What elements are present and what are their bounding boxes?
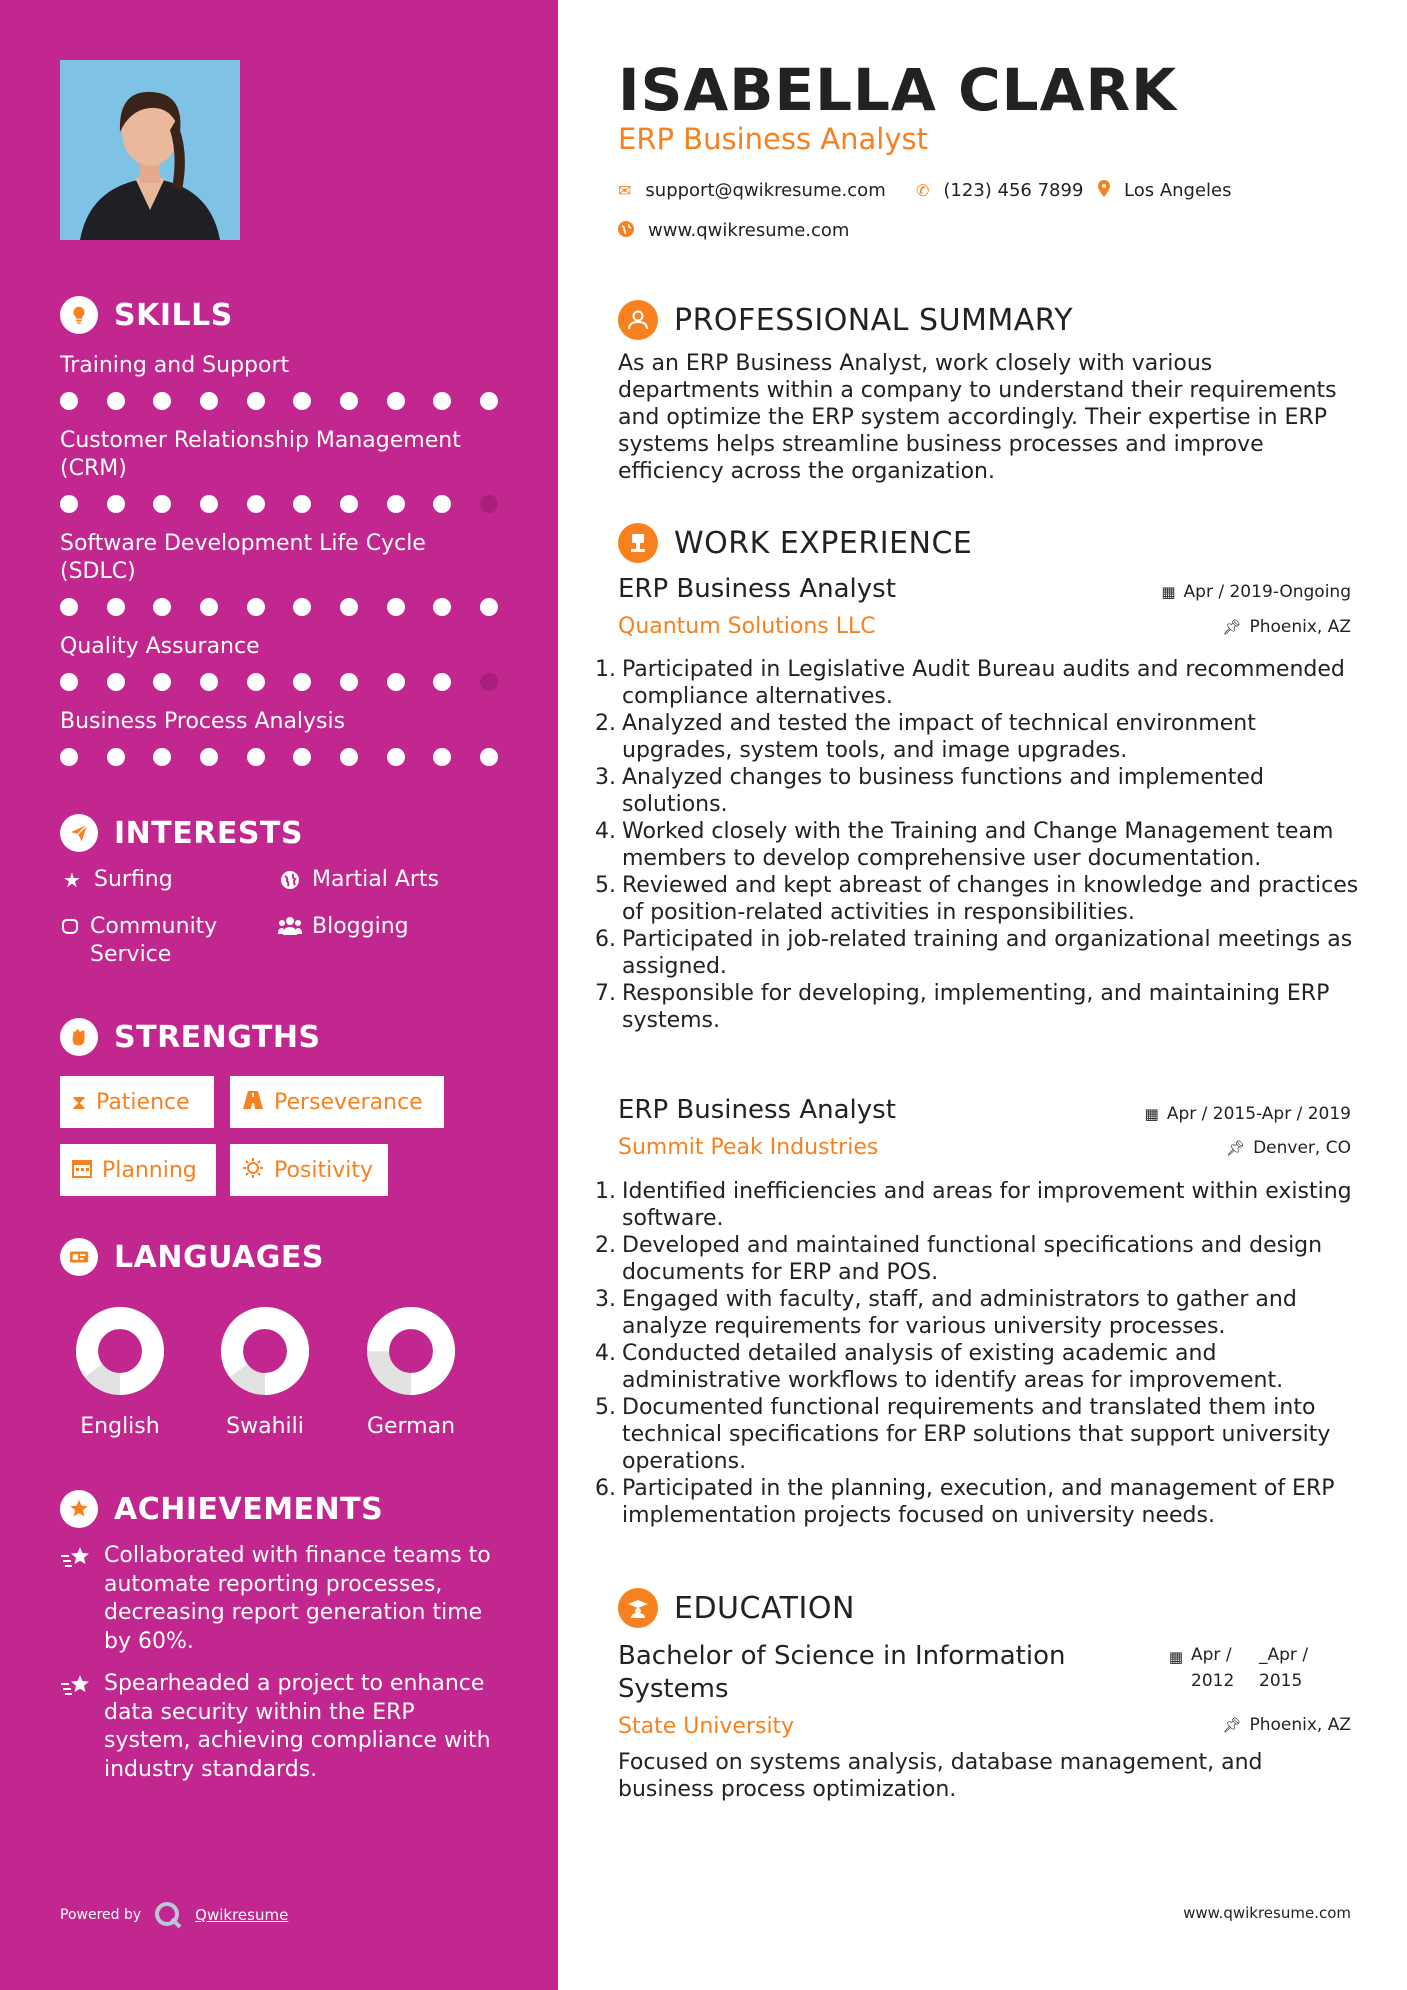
graduate-icon xyxy=(618,1588,658,1628)
skill-dot xyxy=(433,495,451,513)
achievements-title: ACHIEVEMENTS xyxy=(114,1491,384,1527)
list-item: 4. Worked closely with the Training and Change Management team members to develop comprehensive user documentation. xyxy=(594,818,1364,872)
skill-dot xyxy=(247,673,265,691)
skill-dot xyxy=(433,673,451,691)
fist-icon xyxy=(60,1018,98,1056)
skill-dot xyxy=(340,495,358,513)
job-position: ERP Business Analyst xyxy=(618,574,896,604)
star-icon: ★ xyxy=(63,868,81,892)
skill-dot xyxy=(200,598,218,616)
list-item: 1. Identified inefficiencies and areas for improvement within existing software. xyxy=(594,1178,1364,1232)
phone-text: (123) 456 7899 xyxy=(943,180,1084,201)
strength-label: Planning xyxy=(102,1157,197,1183)
envelope-icon: ✉ xyxy=(618,181,632,200)
list-item-text: Worked closely with the Training and Change Management team members to develop comprehensive user documentation. xyxy=(622,819,1334,871)
hand-icon xyxy=(60,913,80,943)
skill-name: Software Development Life Cycle (SDLC) xyxy=(60,531,426,584)
list-item: 3. Engaged with faculty, staff, and administrators to gather and analyze requirements for various university processes. xyxy=(594,1286,1364,1340)
globe-icon xyxy=(618,221,634,241)
language-donut xyxy=(75,1306,165,1396)
interest-item xyxy=(60,913,260,969)
location-text: Los Angeles xyxy=(1124,180,1232,201)
skill-dot xyxy=(340,392,358,410)
list-item: 4. Conducted detailed analysis of existing academic and administrative workflows to identify areas for improvement. xyxy=(594,1340,1364,1394)
languages-title: LANGUAGES xyxy=(114,1239,324,1275)
skill-dot xyxy=(200,748,218,766)
interest-label: Blogging xyxy=(312,914,409,939)
list-item-text: Documented functional requirements and translated them into technical specifications for ERP solutions that support university operations. xyxy=(622,1395,1331,1474)
strength-label: Positivity xyxy=(274,1157,374,1183)
achievement-item xyxy=(60,1670,500,1784)
email-text[interactable]: support@qwikresume.com xyxy=(645,180,886,201)
school-name: State University xyxy=(618,1714,795,1739)
list-item: 6. Participated in job-related training and organizational meetings as assigned. xyxy=(594,926,1364,980)
globe-icon xyxy=(278,866,302,897)
skill-dot xyxy=(293,495,311,513)
skill-dot xyxy=(107,392,125,410)
list-item: 2. Developed and maintained functional specifications and design documents for ERP and POS. xyxy=(594,1232,1364,1286)
summary-heading xyxy=(618,300,1073,340)
paper-plane-icon xyxy=(60,814,98,852)
sidebar xyxy=(0,0,558,1990)
language-donut xyxy=(366,1306,456,1396)
job-duties-list xyxy=(594,656,1364,1034)
skill-dot xyxy=(107,748,125,766)
job-company: Summit Peak Industries xyxy=(618,1135,879,1160)
skills-heading xyxy=(60,296,233,334)
interest-item xyxy=(278,866,439,897)
education-dates xyxy=(1169,1642,1311,1694)
list-item-text: Participated in job-related training and organizational meetings as assigned. xyxy=(622,927,1353,979)
road-icon xyxy=(242,1090,264,1115)
qwikresume-link[interactable]: Qwikresume xyxy=(195,1906,289,1924)
skill-dot xyxy=(200,392,218,410)
interests-title: INTERESTS xyxy=(114,815,303,851)
list-item-text: Developed and maintained functional specifications and design documents for ERP and POS. xyxy=(622,1233,1323,1285)
summary-text: As an ERP Business Analyst, work closely with various departments within a company to understand their requirements and optimize the ERP system accordingly. Their expertise in ERP systems helps streamline business processes and improve efficiency across the organization. xyxy=(618,351,1337,484)
summary-title: PROFESSIONAL SUMMARY xyxy=(674,302,1074,338)
skill-dot xyxy=(293,392,311,410)
strength-tag xyxy=(60,1144,216,1196)
calendar-icon: ▦ xyxy=(1168,1648,1183,1666)
qwikresume-logo-icon xyxy=(153,1900,183,1930)
list-item-text: Conducted detailed analysis of existing academic and administrative workflows to identify areas for improvement. xyxy=(622,1341,1284,1393)
list-item: 1. Participated in Legislative Audit Bureau audits and recommended compliance alternatives. xyxy=(594,656,1364,710)
job-location xyxy=(1226,1138,1351,1158)
skill-dot xyxy=(480,673,498,691)
interest-label: Community Service xyxy=(90,914,218,967)
skill-dot xyxy=(107,673,125,691)
achievement-text: Spearheaded a project to enhance data security within the ERP system, achieving compliance with industry standards. xyxy=(104,1671,491,1782)
list-item: 7. Responsible for developing, implementing, and maintaining ERP systems. xyxy=(594,980,1364,1034)
language-item xyxy=(50,1306,190,1439)
job-company: Quantum Solutions LLC xyxy=(618,614,876,639)
skill-item xyxy=(60,633,500,691)
job-duties-list xyxy=(594,1178,1364,1529)
pushpin-icon: 📌︎ xyxy=(1226,1139,1246,1157)
job-dates xyxy=(1161,582,1351,602)
shooting-star-icon xyxy=(60,1542,96,1656)
skill-name: Business Process Analysis xyxy=(60,709,346,734)
job-dates-text: Apr / 2019-Ongoing xyxy=(1183,582,1351,602)
interest-item xyxy=(278,913,409,943)
list-item: 6. Participated in the planning, execution, and management of ERP implementation projects focused on university needs. xyxy=(594,1475,1364,1529)
skill-dot xyxy=(340,748,358,766)
pushpin-icon: 📌︎ xyxy=(1222,1716,1242,1734)
skill-dot xyxy=(60,673,78,691)
user-icon xyxy=(618,300,658,340)
achievement-item xyxy=(60,1542,500,1656)
language-card-icon xyxy=(60,1238,98,1276)
job-location-text: Phoenix, AZ xyxy=(1249,617,1351,637)
list-item-text: Analyzed changes to business functions and implemented solutions. xyxy=(622,765,1264,817)
skill-dot xyxy=(153,748,171,766)
skill-dot xyxy=(153,598,171,616)
skill-dot xyxy=(200,673,218,691)
skill-name: Customer Relationship Management (CRM) xyxy=(60,428,461,481)
hourglass-icon: ⧗ xyxy=(72,1090,87,1114)
skill-name: Quality Assurance xyxy=(60,634,260,659)
list-item-text: Analyzed and tested the impact of technical environment upgrades, system tools, and image upgrades. xyxy=(622,711,1256,763)
skill-item xyxy=(60,530,500,616)
language-name: German xyxy=(366,1414,456,1439)
trophy-star-icon xyxy=(60,1490,98,1528)
sun-icon xyxy=(242,1157,264,1184)
list-item-text: Responsible for developing, implementing, and maintaining ERP systems. xyxy=(622,981,1330,1033)
education-text: Focused on systems analysis, database management, and business process optimization. xyxy=(618,1750,1263,1802)
podium-icon xyxy=(618,523,658,563)
education-heading xyxy=(618,1588,855,1628)
skill-dot xyxy=(433,598,451,616)
skill-dot xyxy=(387,598,405,616)
skill-dot xyxy=(387,673,405,691)
skill-dot xyxy=(153,673,171,691)
map-pin-icon xyxy=(1098,180,1110,201)
skill-dot xyxy=(433,392,451,410)
list-item: 5. Reviewed and kept abreast of changes in knowledge and practices of position-related activities in responsibilities. xyxy=(594,872,1364,926)
skill-dot xyxy=(480,495,498,513)
lightbulb-icon xyxy=(60,296,98,334)
skill-dot xyxy=(293,598,311,616)
skill-name: Training and Support xyxy=(60,353,290,378)
job-location xyxy=(1222,617,1351,637)
achievement-text: Collaborated with finance teams to automate reporting processes, decreasing report generation time by 60%. xyxy=(104,1543,491,1654)
skill-dot xyxy=(293,748,311,766)
contact-location xyxy=(1098,180,1232,201)
interest-label: Surfing xyxy=(94,867,173,892)
list-item-text: Identified inefficiencies and areas for improvement within existing software. xyxy=(622,1179,1352,1231)
skill-dot xyxy=(60,495,78,513)
skill-dot xyxy=(480,598,498,616)
experience-heading xyxy=(618,523,972,563)
phone-icon: ✆ xyxy=(916,181,930,200)
degree-title: Bachelor of Science in Information Systems xyxy=(618,1641,1066,1704)
skills-title: SKILLS xyxy=(114,297,233,333)
list-item: 2. Analyzed and tested the impact of technical environment upgrades, system tools, and image upgrades. xyxy=(594,710,1364,764)
list-item: 5. Documented functional requirements and translated them into technical specifications for ERP solutions that support university operations. xyxy=(594,1394,1364,1475)
calendar-icon: ▦ xyxy=(1161,583,1176,601)
main-content xyxy=(558,0,1407,1990)
job-dates-text: Apr / 2015-Apr / 2019 xyxy=(1166,1104,1351,1124)
skill-dot xyxy=(60,748,78,766)
skill-dot xyxy=(293,673,311,691)
skill-rating xyxy=(60,748,498,766)
skill-rating xyxy=(60,598,498,616)
contact-website xyxy=(618,220,849,241)
skill-item xyxy=(60,352,500,410)
job-title-heading: ERP Business Analyst xyxy=(618,122,928,156)
achievements-heading xyxy=(60,1490,383,1528)
strengths-title: STRENGTHS xyxy=(114,1019,321,1055)
skill-item xyxy=(60,708,500,766)
strength-tag xyxy=(230,1144,388,1196)
profile-photo xyxy=(60,60,240,240)
list-item-text: Reviewed and kept abreast of changes in knowledge and practices of position-related activities in responsibilities. xyxy=(622,873,1359,925)
strength-label: Perseverance xyxy=(274,1089,423,1115)
language-name: Swahili xyxy=(226,1414,304,1439)
skill-dot xyxy=(387,495,405,513)
skill-dot xyxy=(247,748,265,766)
contact-phone xyxy=(916,180,1083,201)
interest-label: Martial Arts xyxy=(312,867,440,892)
skill-dot xyxy=(153,495,171,513)
education-title: EDUCATION xyxy=(674,1590,855,1626)
skill-dot xyxy=(480,748,498,766)
skill-dot xyxy=(387,392,405,410)
strengths-heading xyxy=(60,1018,321,1056)
skill-dot xyxy=(340,598,358,616)
education-date-end: _Apr / 2015 xyxy=(1259,1645,1309,1691)
strength-tag xyxy=(230,1076,444,1128)
skill-dot xyxy=(387,748,405,766)
skill-dot xyxy=(480,392,498,410)
skill-dot xyxy=(433,748,451,766)
language-item xyxy=(195,1306,335,1439)
powered-by xyxy=(60,1900,288,1930)
website-text[interactable]: www.qwikresume.com xyxy=(648,220,850,241)
strength-tag xyxy=(60,1076,214,1128)
list-item-text: Participated in the planning, execution, and management of ERP implementation projects focused on university needs. xyxy=(622,1476,1335,1528)
skill-dot xyxy=(247,392,265,410)
skill-dot xyxy=(107,495,125,513)
skill-dot xyxy=(60,598,78,616)
job-position: ERP Business Analyst xyxy=(618,1095,896,1125)
list-item-text: Participated in Legislative Audit Bureau audits and recommended compliance alternatives. xyxy=(622,657,1345,709)
skill-dot xyxy=(153,392,171,410)
skill-dot xyxy=(247,598,265,616)
calendar-icon: ▦ xyxy=(1144,1105,1159,1123)
footer-url[interactable]: www.qwikresume.com xyxy=(1183,1904,1351,1922)
language-donut xyxy=(220,1306,310,1396)
skill-dot xyxy=(340,673,358,691)
strength-label: Patience xyxy=(96,1089,190,1115)
powered-by-label: Powered by xyxy=(60,1907,142,1923)
skill-dot xyxy=(107,598,125,616)
languages-heading xyxy=(60,1238,324,1276)
list-item-text: Engaged with faculty, staff, and administrators to gather and analyze requirements for various university processes. xyxy=(622,1287,1297,1339)
language-item xyxy=(341,1306,481,1439)
education-location-text: Phoenix, AZ xyxy=(1249,1715,1351,1735)
language-name: English xyxy=(80,1414,160,1439)
skill-item xyxy=(60,427,500,513)
interests-heading xyxy=(60,814,303,852)
list-item: 3. Analyzed changes to business functions and implemented solutions. xyxy=(594,764,1364,818)
shooting-star-icon xyxy=(60,1670,96,1784)
skill-dot xyxy=(200,495,218,513)
pushpin-icon: 📌︎ xyxy=(1222,618,1242,636)
skill-dot xyxy=(247,495,265,513)
skill-dot xyxy=(60,392,78,410)
skill-rating xyxy=(60,392,498,410)
calendar-icon xyxy=(72,1158,92,1183)
users-icon xyxy=(278,913,302,943)
skill-rating xyxy=(60,495,498,513)
interest-item xyxy=(60,866,173,894)
contact-email xyxy=(618,180,886,201)
candidate-name: ISABELLA CLARK xyxy=(618,56,1178,124)
skill-rating xyxy=(60,673,498,691)
job-location-text: Denver, CO xyxy=(1253,1138,1351,1158)
job-dates xyxy=(1145,1104,1351,1124)
education-location xyxy=(1222,1715,1351,1735)
experience-title: WORK EXPERIENCE xyxy=(674,525,973,561)
education-date-start: Apr / 2012 xyxy=(1191,1645,1235,1691)
